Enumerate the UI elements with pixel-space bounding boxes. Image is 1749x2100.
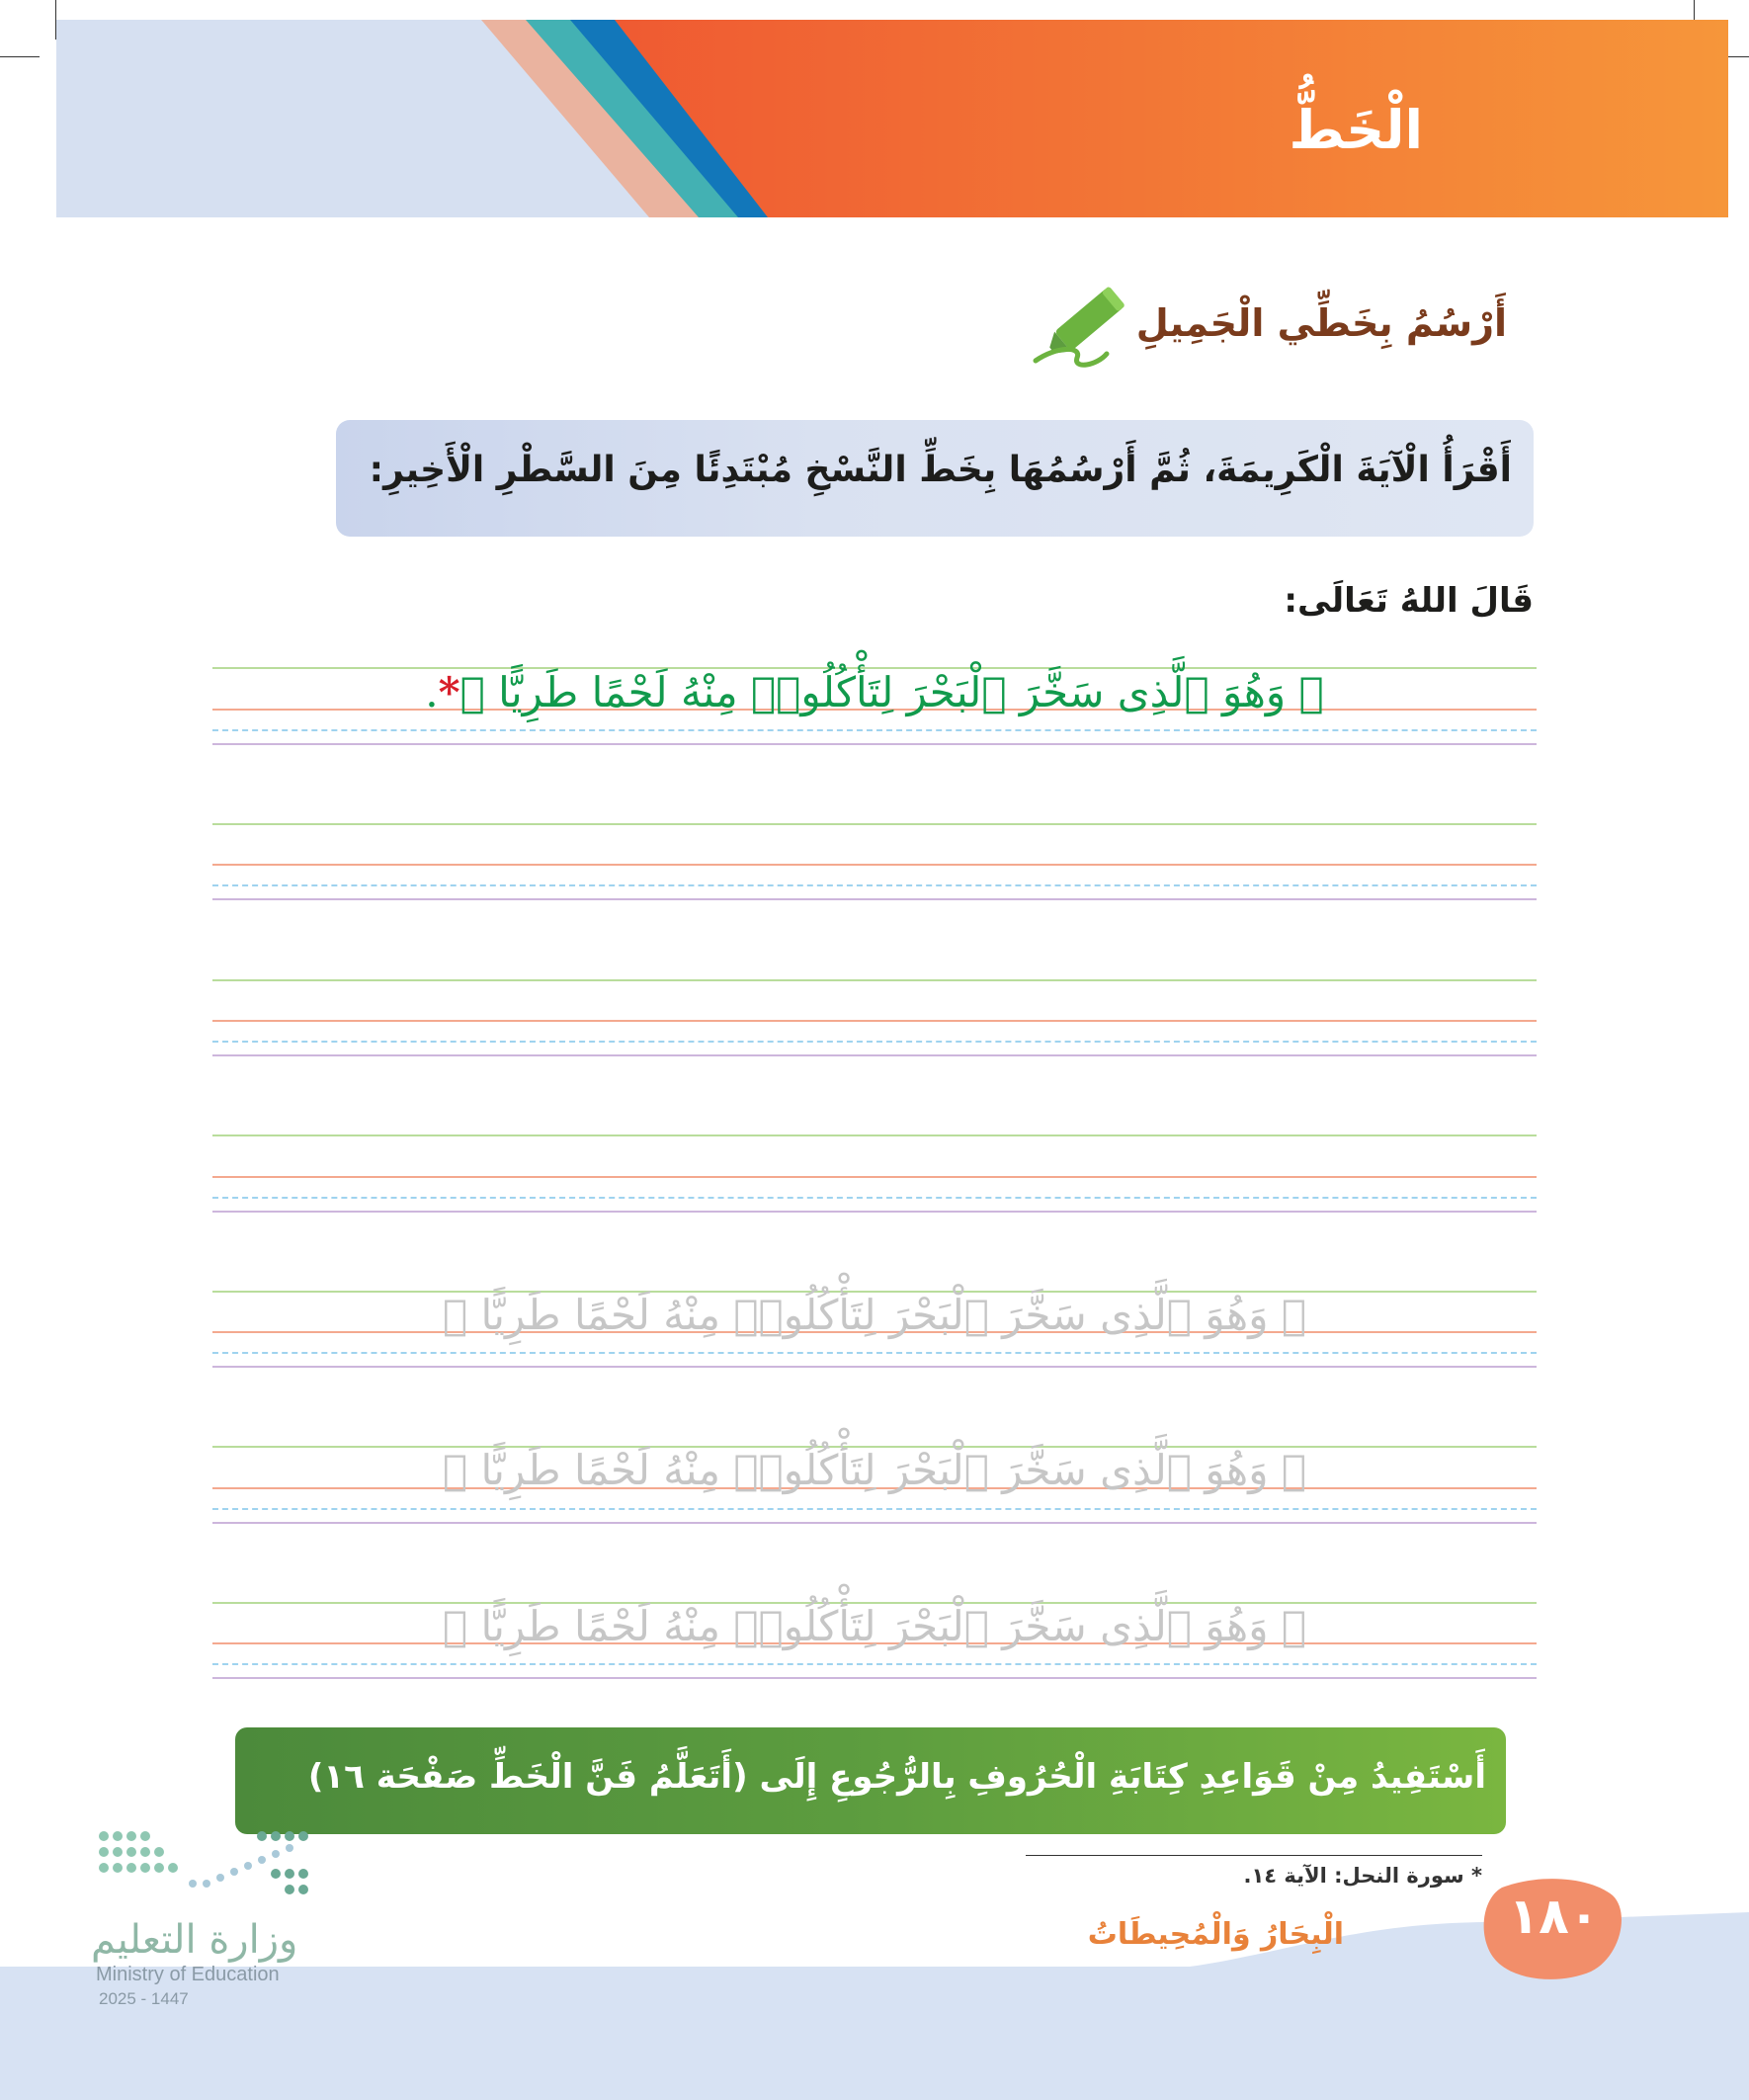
verse-trailer: . [425,668,439,716]
guide-line [212,823,1537,825]
ministry-name-arabic: وزارة التعليم [91,1917,298,1963]
ministry-name-english: Ministry of Education [96,1964,280,1985]
pencil-icon [1028,267,1146,376]
tip-text: أَسْتَفِيدُ مِنْ قَوَاعِدِ كِتَابَةِ الْحُرُوفِ بِالرُّجُوعِ إِلَى (أَتَعَلَّمُ فَنَّ الْخَطِّ صَفْحَة ١٦) [307,1757,1486,1797]
page-title: الْخَطُّ [1289,99,1423,161]
guide-line [212,1508,1537,1510]
ministry-logo-icon [94,1826,311,1905]
crop-mark [0,56,40,57]
tip-bar [235,1727,1506,1834]
guide-line [212,1352,1537,1354]
unit-name: الْبِحَارُ وَالْمُحِيطَاتُ [1087,1917,1344,1952]
guide-line [212,1211,1537,1213]
verse-tracing: ﴿ وَهُوَ ٱلَّذِى سَخَّرَ ٱلْبَحْرَ لِتَأْكُلُوا۟ مِنْهُ لَحْمًا طَرِيًّا ﴾ [442,1291,1307,1339]
guide-line [212,1522,1537,1524]
guide-line [212,898,1537,900]
guide-line [212,1020,1537,1022]
guide-line [212,1176,1537,1178]
guide-line [212,1366,1537,1368]
guide-line [212,979,1537,981]
guide-line [212,1677,1537,1679]
instruction-bar [336,420,1534,537]
footnote-rule [1026,1855,1482,1856]
footer-band [0,1967,1749,2100]
verse-intro: قَالَ اللهُ تَعَالَى: [1284,581,1534,621]
guide-line [212,884,1537,886]
footnote-marker: * [438,668,460,716]
guide-line [212,1041,1537,1043]
page-header [56,20,1728,217]
verse-tracing: ﴿ وَهُوَ ٱلَّذِى سَخَّرَ ٱلْبَحْرَ لِتَأْكُلُوا۟ مِنْهُ لَحْمًا طَرِيًّا ﴾ [442,1602,1307,1650]
section-heading: أَرْسُمُ بِخَطِّي الْجَمِيلِ [1135,301,1507,345]
page-number: ١٨٠ [1508,1888,1600,1945]
guide-line [212,729,1537,731]
guide-line [212,743,1537,745]
footnote: * سورة النحل: الآية ١٤. [1243,1864,1482,1888]
instruction-text: أَقْرَأُ الْآيَةَ الْكَرِيمَةَ، ثُمَّ أَرْسُمُهَا بِخَطِّ النَّسْخِ مُبْتَدِئًا مِنَ السَّطْرِ الْأَخِيرِ: [369,450,1512,490]
guide-line [212,1663,1537,1665]
guide-line [212,864,1537,866]
header-banner-graphic [56,20,1728,217]
guide-line [212,1197,1537,1199]
verse-tracing: ﴿ وَهُوَ ٱلَّذِى سَخَّرَ ٱلْبَحْرَ لِتَأْكُلُوا۟ مِنْهُ لَحْمًا طَرِيًّا ﴾ [442,1446,1307,1494]
guide-line [212,1134,1537,1136]
guide-line [212,1054,1537,1056]
verse-model [212,668,1537,716]
verse-text: ﴿ وَهُوَ ٱلَّذِى سَخَّرَ ٱلْبَحْرَ لِتَأْكُلُوا۟ مِنْهُ لَحْمًا طَرِيًّا ﴾ [459,668,1324,716]
ministry-year: 2025 - 1447 [99,1989,189,2008]
